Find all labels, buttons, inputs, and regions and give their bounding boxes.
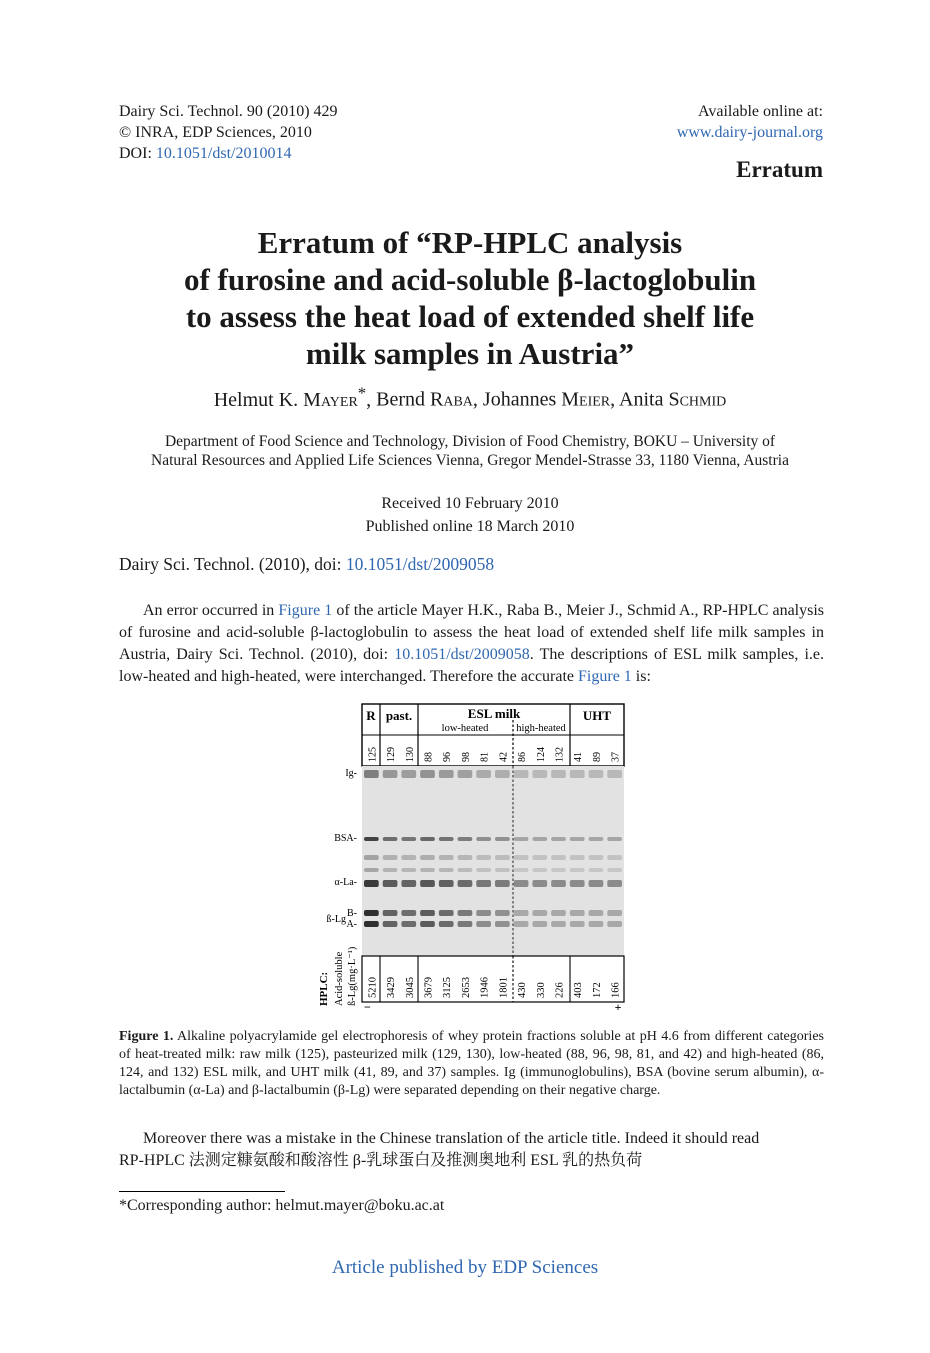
- author-list: [100, 383, 840, 412]
- band-label-beta-lg: ß-Lg: [326, 914, 346, 925]
- band-label-b: B-: [347, 908, 357, 919]
- title-line: milk samples in Austria”: [305, 336, 635, 371]
- ig-band: [551, 770, 566, 778]
- bsa-band: [570, 837, 585, 841]
- bsa-band: [439, 837, 454, 841]
- footnote: *Corresponding author: helmut.mayer@boku.ac.at: [119, 1197, 445, 1214]
- original-article-citation: Dairy Sci. Technol. (2010), doi: 10.1051/dst/2009058: [119, 554, 495, 574]
- ig-band: [476, 770, 491, 778]
- beta-lg-a-band: [570, 921, 585, 927]
- beta-lg-a-band: [458, 921, 473, 927]
- author: Johannes Meier,: [482, 388, 620, 411]
- ig-band: [589, 770, 604, 778]
- beta-lg-a-band: [589, 921, 604, 927]
- bsa-band: [589, 837, 604, 841]
- caption-label: Figure 1.: [119, 1029, 174, 1044]
- minor-band: [495, 868, 510, 872]
- hplc-value: 403: [573, 982, 585, 998]
- availability-header: [677, 101, 823, 143]
- available-online-label: Available online at:: [698, 103, 823, 120]
- author: Anita Schmid: [619, 388, 727, 411]
- minor-band: [514, 855, 529, 860]
- beta-lg-b-band: [420, 910, 435, 916]
- minor-band: [476, 855, 491, 860]
- hplc-value: 1946: [479, 977, 491, 998]
- bsa-band: [495, 837, 510, 841]
- lane-label: 130: [404, 747, 416, 762]
- bsa-band: [476, 837, 491, 841]
- figure-link[interactable]: Figure 1: [578, 668, 632, 685]
- beta-lg-a-band: [514, 921, 529, 927]
- doi-link[interactable]: 10.1051/dst/2010014: [155, 145, 292, 162]
- minor-band: [420, 855, 435, 860]
- subgroup-label: high-heated: [516, 723, 566, 734]
- figure-link[interactable]: Figure 1: [278, 602, 333, 619]
- affiliation-line: Natural Resources and Applied Life Sciences Vienna, Gregor Mendel-Strasse 33, 1180 Vienna, Austria: [151, 452, 789, 469]
- beta-lg-a-band: [401, 921, 416, 927]
- plus-sign: +: [614, 1000, 622, 1012]
- bsa-band: [401, 837, 416, 841]
- alpha-la-band: [439, 880, 454, 887]
- hplc-value: 226: [554, 982, 566, 998]
- doi-line: DOI: 10.1051/dst/2010014: [119, 145, 292, 162]
- minor-band: [383, 855, 398, 860]
- alpha-la-band: [607, 880, 622, 887]
- lane-label: 98: [460, 752, 472, 762]
- alpha-la-band: [551, 880, 566, 887]
- journal-citation: Dairy Sci. Technol. 90 (2010) 429: [119, 103, 338, 120]
- beta-lg-a-band: [607, 921, 622, 927]
- beta-lg-b-band: [551, 910, 566, 916]
- band-label-bsa: BSA-: [334, 833, 357, 844]
- title-line: of furosine and acid-soluble β-lactoglobulin: [183, 262, 757, 297]
- lane-label: 132: [554, 747, 566, 762]
- hplc-value: 172: [591, 982, 603, 998]
- alpha-la-band: [532, 880, 547, 887]
- beta-lg-b-band: [570, 910, 585, 916]
- beta-lg-b-band: [364, 910, 379, 916]
- alpha-la-band: [420, 880, 435, 887]
- lane-label: 89: [591, 752, 603, 762]
- ig-band: [439, 770, 454, 778]
- figure-caption: Figure 1. Alkaline polyacrylamide gel electrophoresis of whey protein fractions soluble at pH 4.6 from different categories of heat-treated milk: raw milk (125), pasteurized milk (129, 130), low-heated (88, 96, 98, 81, and 42) and high-heated (86, 124, and 132) ESL milk, and UHT milk (41, 89, and 37) samples. Ig (immunoglobulins), BSA (bovine serum albumin), α-lactalbumin (α-La) and β-lactalbumin (β-Lg) were separated depending on their negative charge.: [119, 1029, 824, 1098]
- minus-sign: −: [364, 1000, 371, 1012]
- band-label-ig: Ig-: [345, 768, 357, 779]
- minor-band: [532, 868, 547, 872]
- hplc-value: 3429: [386, 977, 398, 998]
- minor-band: [495, 855, 510, 860]
- published-date: Published online 18 March 2010: [365, 518, 575, 535]
- affiliation-line: Department of Food Science and Technology, Division of Food Chemistry, BOKU – University of: [164, 433, 776, 450]
- beta-lg-b-band: [495, 910, 510, 916]
- hplc-value: 430: [517, 982, 529, 998]
- ig-band: [495, 770, 510, 778]
- minor-band: [439, 868, 454, 872]
- hplc-sublabel: ß-Lg(mg·L⁻¹): [347, 946, 358, 1006]
- alpha-la-band: [514, 880, 529, 887]
- publisher-link[interactable]: Article published by EDP Sciences: [331, 1257, 599, 1278]
- beta-lg-a-band: [383, 921, 398, 927]
- minor-band: [570, 868, 585, 872]
- minor-band: [551, 868, 566, 872]
- minor-band: [551, 855, 566, 860]
- article-title: [100, 224, 840, 372]
- minor-band: [607, 868, 622, 872]
- lane-label: 37: [610, 752, 622, 762]
- ig-band: [607, 770, 622, 778]
- hplc-value: 3679: [423, 977, 435, 998]
- minor-band: [514, 868, 529, 872]
- hplc-value: 3045: [404, 977, 416, 998]
- beta-lg-b-band: [589, 910, 604, 916]
- beta-lg-a-band: [420, 921, 435, 927]
- beta-lg-b-band: [607, 910, 622, 916]
- band-label-a: A-: [346, 919, 357, 930]
- beta-lg-b-band: [514, 910, 529, 916]
- ig-band: [383, 770, 398, 778]
- gel-background: [362, 766, 624, 956]
- hplc-value: 166: [610, 982, 622, 998]
- title-line: to assess the heat load of extended shelf life: [185, 299, 755, 334]
- band-label-alpha-la: α-La-: [334, 877, 357, 888]
- beta-lg-b-band: [383, 910, 398, 916]
- minor-band: [420, 868, 435, 872]
- ig-band: [420, 770, 435, 778]
- bsa-band: [607, 837, 622, 841]
- original-doi-link[interactable]: 10.1051/dst/2009058: [345, 554, 495, 574]
- beta-lg-a-band: [551, 921, 566, 927]
- beta-lg-b-band: [476, 910, 491, 916]
- minor-band: [570, 855, 585, 860]
- title-line: Erratum of “RP-HPLC analysis: [257, 225, 683, 260]
- gel-figure: [300, 700, 630, 1012]
- bsa-band: [420, 837, 435, 841]
- hplc-value: 330: [535, 982, 547, 998]
- journal-website-link[interactable]: www.dairy-journal.org: [676, 124, 823, 141]
- ig-band: [364, 770, 379, 778]
- hplc-value: 2653: [460, 977, 472, 998]
- hplc-value: 5210: [367, 977, 379, 998]
- lane-label: 88: [423, 752, 435, 762]
- body-paragraph: An error occurred in Figure 1 of the article Mayer H.K., Raba B., Meier J., Schmid A., RP-HPLC analysis of furosine and acid-soluble β-lactoglobulin to assess the heat load of extended shelf life milk samples in Austria, Dairy Sci. Technol. (2010), doi: 10.1051/dst/2009058. The descriptions of ESL milk samples, i.e. low-heated and high-heated, were interchanged. Therefore the accurate Figure 1 is:: [119, 602, 825, 685]
- affiliation: [112, 432, 828, 470]
- subgroup-label: low-heated: [441, 723, 489, 734]
- lane-label: 81: [479, 752, 491, 762]
- ig-band: [570, 770, 585, 778]
- beta-lg-a-band: [532, 921, 547, 927]
- group-label: past.: [385, 708, 413, 723]
- group-label: ESL milk: [467, 706, 521, 721]
- alpha-la-band: [495, 880, 510, 887]
- alpha-la-band: [458, 880, 473, 887]
- minor-band: [476, 868, 491, 872]
- alpha-la-band: [383, 880, 398, 887]
- minor-band: [439, 855, 454, 860]
- footnote-rule: [119, 1191, 285, 1192]
- group-label: UHT: [582, 708, 612, 723]
- ig-band: [401, 770, 416, 778]
- hplc-table-frame: [362, 956, 624, 1002]
- hplc-value: 3125: [442, 977, 454, 998]
- minor-band: [458, 868, 473, 872]
- minor-band: [401, 868, 416, 872]
- chinese-title: RP-HPLC 法测定糠氨酸和酸溶性 β-乳球蛋白及推测奥地利 ESL 乳的热负荷: [119, 1152, 643, 1169]
- alpha-la-band: [401, 880, 416, 887]
- minor-band: [607, 855, 622, 860]
- doi-link[interactable]: 10.1051/dst/2009058: [394, 646, 530, 663]
- beta-lg-b-band: [458, 910, 473, 916]
- lane-label: 125: [367, 747, 379, 762]
- received-date: Received 10 February 2010: [381, 495, 559, 512]
- minor-band: [364, 855, 379, 860]
- journal-header: [119, 101, 338, 164]
- lane-label: 124: [535, 747, 547, 762]
- minor-band: [589, 868, 604, 872]
- bsa-band: [383, 837, 398, 841]
- ig-band: [532, 770, 547, 778]
- lane-label: 96: [442, 752, 454, 762]
- beta-lg-a-band: [495, 921, 510, 927]
- bsa-band: [514, 837, 529, 841]
- group-label: R: [366, 708, 376, 723]
- ig-band: [514, 770, 529, 778]
- minor-band: [401, 855, 416, 860]
- article-dates: [100, 492, 840, 538]
- minor-band: [364, 868, 379, 872]
- section-label: Erratum: [736, 157, 823, 182]
- alpha-la-band: [570, 880, 585, 887]
- beta-lg-b-band: [401, 910, 416, 916]
- bsa-band: [551, 837, 566, 841]
- beta-lg-b-band: [439, 910, 454, 916]
- bsa-band: [364, 837, 379, 841]
- lane-label: 41: [573, 752, 585, 762]
- minor-band: [589, 855, 604, 860]
- hplc-value: 1801: [498, 977, 510, 998]
- author: Bernd Raba,: [376, 388, 483, 411]
- beta-lg-a-band: [476, 921, 491, 927]
- ig-band: [458, 770, 473, 778]
- minor-band: [532, 855, 547, 860]
- minor-band: [458, 855, 473, 860]
- bsa-band: [532, 837, 547, 841]
- alpha-la-band: [589, 880, 604, 887]
- hplc-label: HPLC:: [318, 971, 330, 1006]
- alpha-la-band: [476, 880, 491, 887]
- bsa-band: [458, 837, 473, 841]
- alpha-la-band: [364, 880, 379, 887]
- beta-lg-b-band: [532, 910, 547, 916]
- author: Helmut K. Mayer*,: [213, 383, 377, 411]
- hplc-sublabel: Acid-soluble: [334, 951, 345, 1006]
- lane-label: 129: [386, 747, 398, 762]
- copyright-line: © INRA, EDP Sciences, 2010: [119, 124, 312, 141]
- minor-band: [383, 868, 398, 872]
- beta-lg-a-band: [439, 921, 454, 927]
- body-paragraph: Moreover there was a mistake in the Chinese translation of the article title. Indeed it should read RP-HPLC 法测定糠氨酸和酸溶性 β-乳球蛋白及推测奥地利 ESL 乳的热负荷: [119, 1128, 824, 1172]
- lane-label: 86: [517, 752, 529, 762]
- lane-label: 42: [498, 752, 510, 762]
- beta-lg-a-band: [364, 921, 379, 927]
